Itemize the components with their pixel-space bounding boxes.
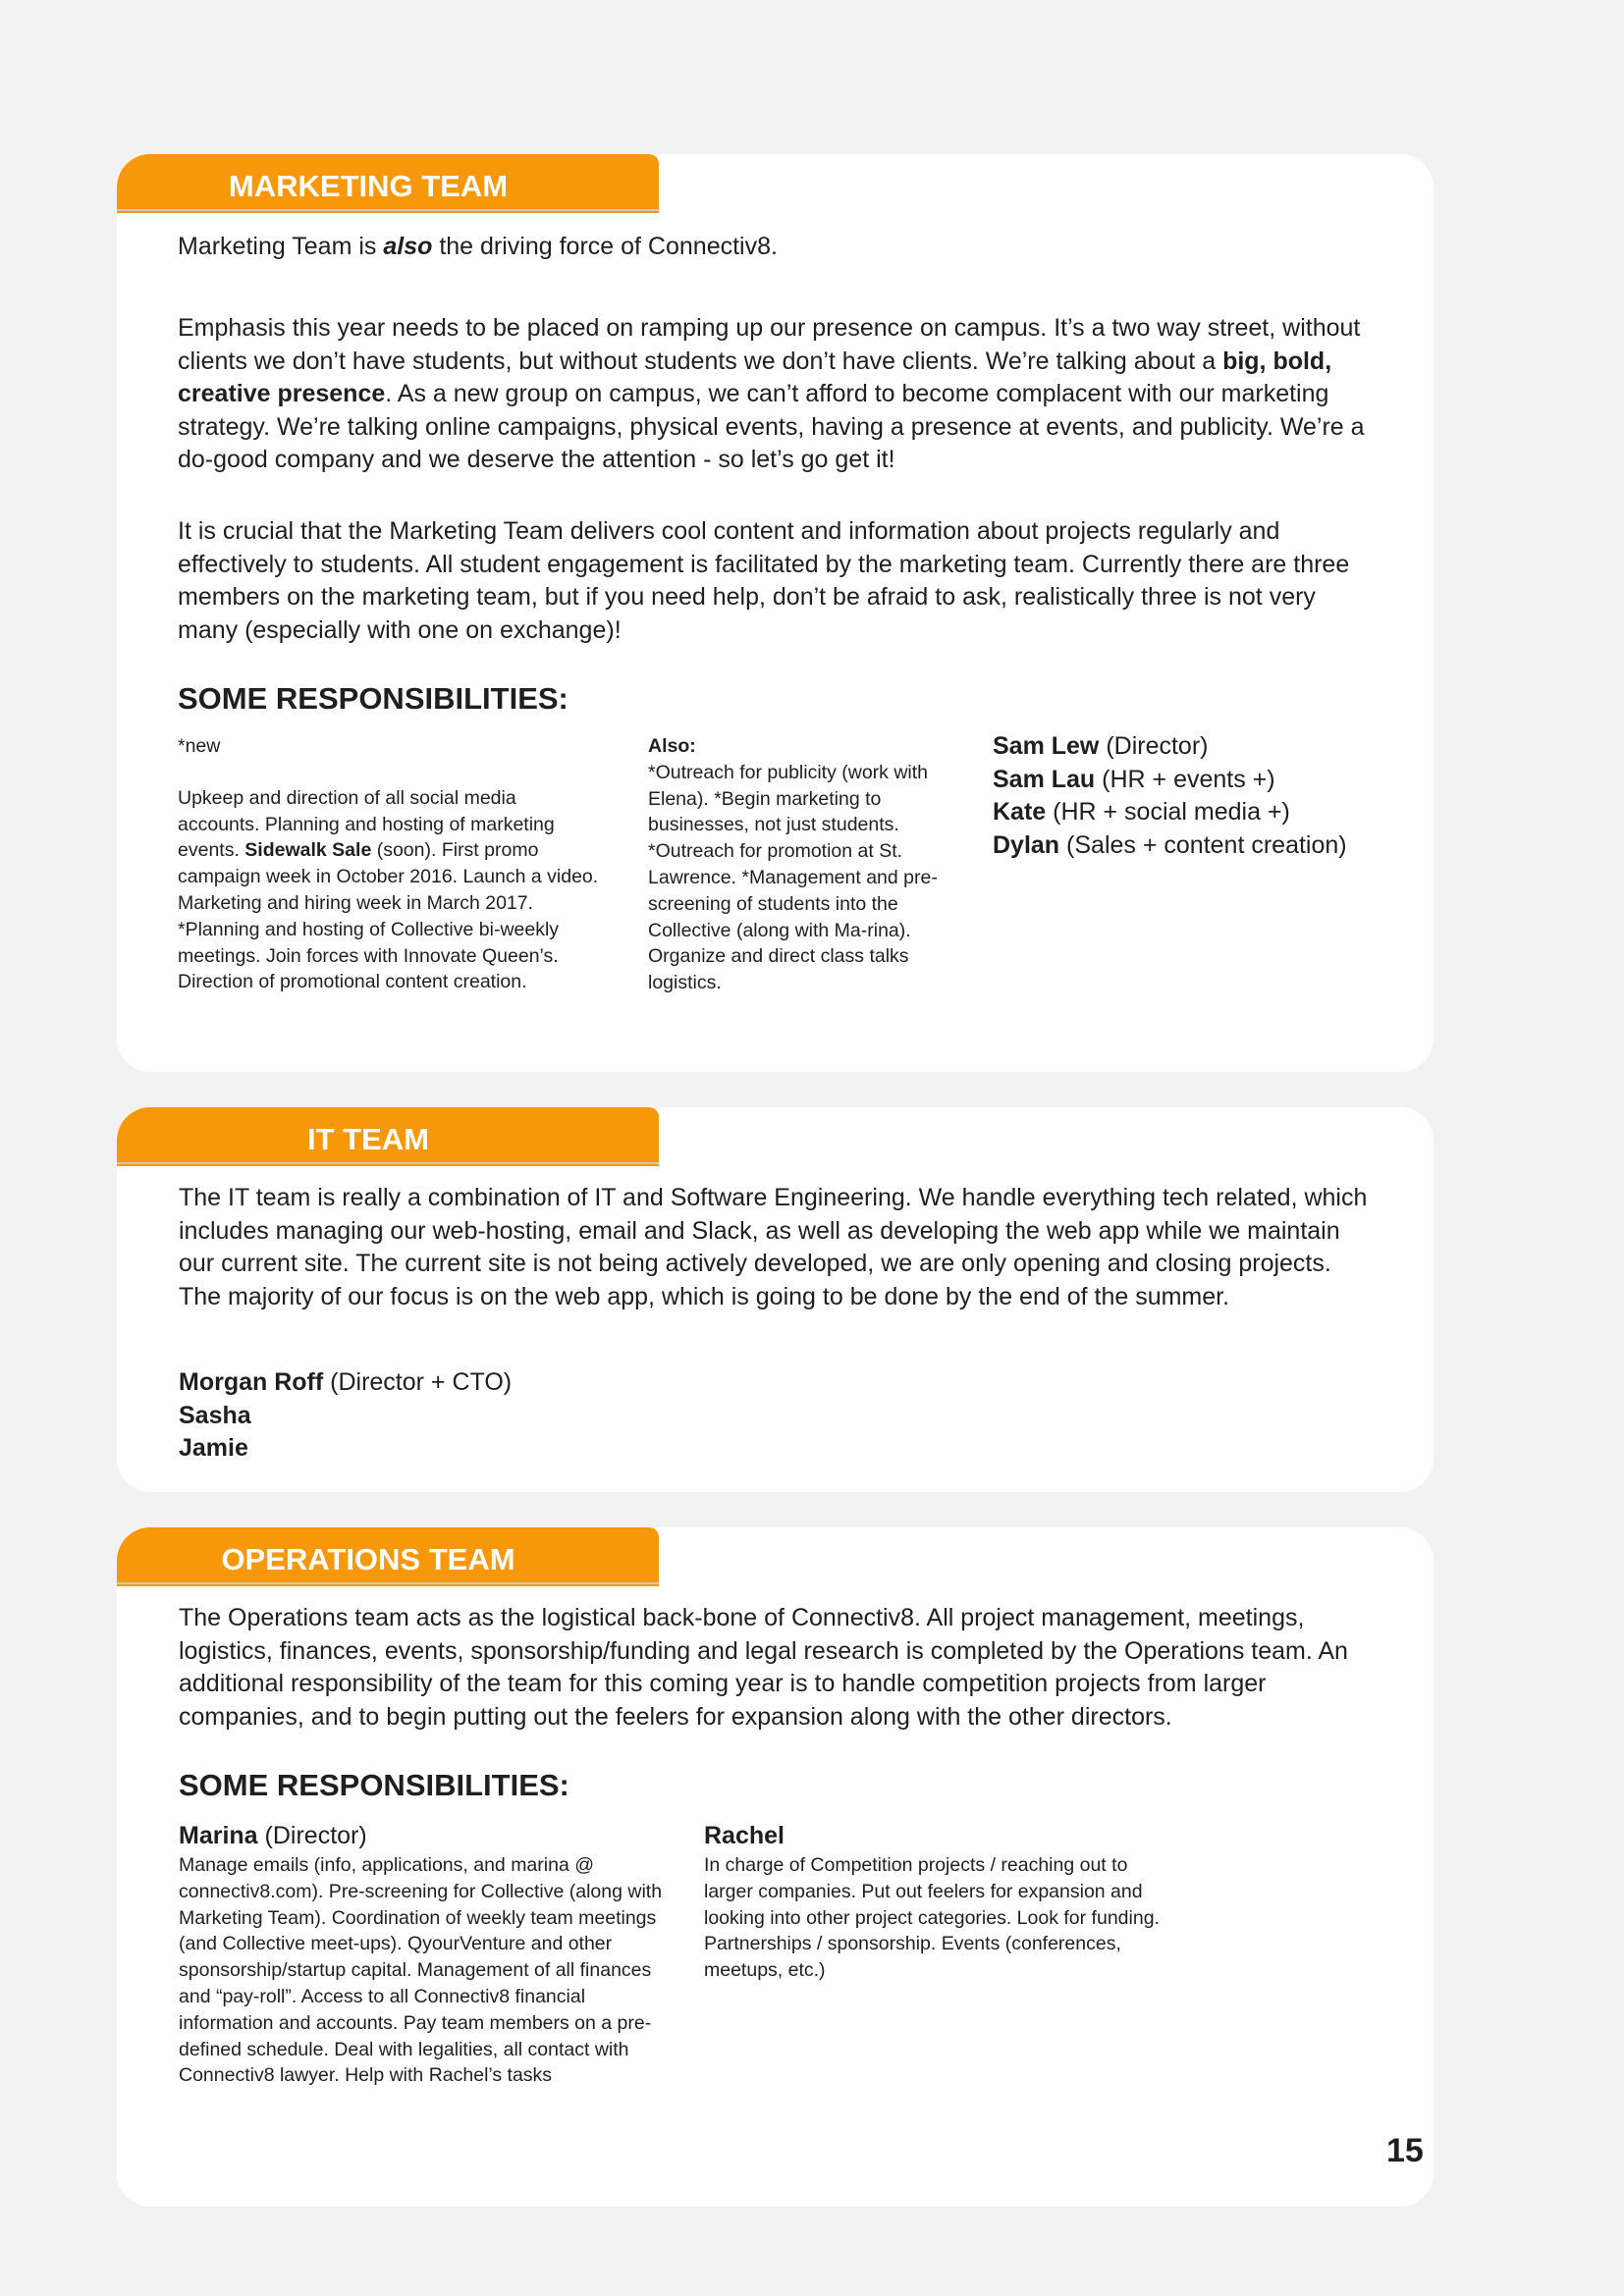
operations-col1	[179, 1820, 670, 2089]
col1-text-a: Upkeep and direction of all social media accounts. Planning and hosting of marketing events.	[178, 786, 555, 862]
also-title: Also:	[648, 735, 696, 757]
marketing-intro-emphasis: also	[383, 233, 433, 260]
marketing-paragraph-2	[178, 312, 1376, 477]
it-paragraph: The IT team is really a combination of IT and Software Engineering. We handle everything tech related, which includes managing our web-hosting, email and Slack, as well as developing the web app while we maintain our current site. The current site is not being actively developed, we are only opening and closing projects. The majority of our focus is on the web app, which is going to be done by the end of the summer.	[179, 1184, 1368, 1310]
sidewalk-sale-label: Sidewalk Sale	[244, 839, 372, 862]
marketing-intro	[178, 231, 1376, 264]
marketing-p2-text-a: Emphasis this year needs to be placed on ramping up our presence on campus. It’s a two way street, without clients we don’t have students, but without students we don’t have clients. We’re talking about a	[178, 314, 1361, 375]
marketing-responsibilities-col1	[178, 733, 600, 995]
heading-divider	[117, 1162, 659, 1164]
marketing-col1-text	[178, 785, 600, 995]
marketing-p2-text-b: . As a new group on campus, we can’t afford to become complacent with our marketing strategy. We’re talking online campaigns, physical events, having a presence at events, and publicity. We’re a do-good company and we deserve the attention - so let’s go get it!	[178, 380, 1365, 473]
marketing-intro-text-b: the driving force of Connectiv8.	[432, 233, 778, 260]
operations-paragraph: The Operations team acts as the logistical back-bone of Connectiv8. All project management, meetings, logistics, finances, events, sponsorship/funding and legal research is completed by the Operations team. An additional responsibility of the team for this coming year is to handle competition projects from larger companies, and to begin putting out the feelers for expansion along with the other directors.	[179, 1604, 1348, 1731]
marina-name: Marina	[179, 1822, 258, 1849]
it-team-heading: IT TEAM	[117, 1107, 659, 1166]
rachel-header	[704, 1820, 1165, 1852]
marina-text: Manage emails (info, applications, and marina @ connectiv8.com). Pre-screening for Collective (along with Marketing Team). Coordination of weekly team meetings (and Collective meet-ups). QyourVenture and other sponsorship/startup capital. Management of all finances and “pay-roll”. Access to all Connectiv8 financial information and accounts. Pay team members on a pre-defined schedule. Deal with legalities, all contact with Connectiv8 lawyer. Help with Rachel’s tasks	[179, 1854, 663, 2087]
operations-responsibilities-title: SOME RESPONSIBILITIES:	[179, 1768, 569, 1802]
marina-role: (Director)	[257, 1822, 367, 1849]
rachel-text: In charge of Competition projects / reaching out to larger companies. Put out feelers for expansion and looking into other project categories. Look for funding. Partnerships / sponsorship. Events (conferences, meetups, etc.)	[704, 1854, 1160, 1982]
operations-team-card	[117, 1527, 1434, 2207]
marketing-team-heading: MARKETING TEAM	[117, 154, 659, 213]
member-dylan: Dylan (Sales + content creation)	[993, 830, 1347, 859]
heading-divider	[117, 209, 659, 211]
marketing-members	[993, 730, 1347, 862]
marketing-intro-text-a: Marketing Team is	[178, 233, 384, 260]
it-members	[179, 1366, 512, 1466]
new-note: *new	[178, 735, 221, 757]
operations-col2	[704, 1820, 1165, 1984]
member-kate: Kate (HR + social media +)	[993, 798, 1290, 826]
member-sam-lau: Sam Lau (HR + events +)	[993, 765, 1275, 793]
col1-text-b: (soon). First promo campaign week in October 2016. Launch a video. Marketing and hiring week in March 2017. *Planning and hosting of Collective bi-weekly meetings. Join forces with Innovate Queen’s. Direction of promotional content creation.	[178, 839, 599, 993]
member-sam-lew: Sam Lew (Director)	[993, 732, 1209, 760]
member-sasha: Sasha	[179, 1401, 251, 1429]
heading-divider	[117, 1582, 659, 1584]
member-morgan-roff: Morgan Roff (Director + CTO)	[179, 1368, 513, 1396]
marketing-responsibilities-title: SOME RESPONSIBILITIES:	[178, 681, 568, 716]
marketing-p2-bold: big, bold, creative presence	[178, 347, 1332, 407]
operations-team-heading: OPERATIONS TEAM	[117, 1527, 659, 1586]
it-team-card	[117, 1107, 1434, 1492]
member-jamie: Jamie	[179, 1434, 248, 1462]
rachel-name: Rachel	[704, 1822, 785, 1849]
marina-header	[179, 1820, 670, 1852]
page-number: 15	[1386, 2132, 1424, 2169]
marketing-col2-text: *Outreach for publicity (work with Elena). *Begin marketing to businesses, not just students. *Outreach for promotion at St. Lawrence. *Management and pre-screening of students into the Collective (along with Ma-rina). Organize and direct class talks logistics.	[648, 761, 938, 994]
marketing-paragraph-3: It is crucial that the Marketing Team delivers cool content and information about projects regularly and effectively to students. All student engagement is facilitated by the marketing team. Currently there are three members on the marketing team, but if you need help, don’t be afraid to ask, realistically three is not very many (especially with one on exchange)!	[178, 517, 1350, 644]
marketing-responsibilities-col2	[648, 733, 956, 996]
marketing-team-card	[117, 154, 1434, 1072]
